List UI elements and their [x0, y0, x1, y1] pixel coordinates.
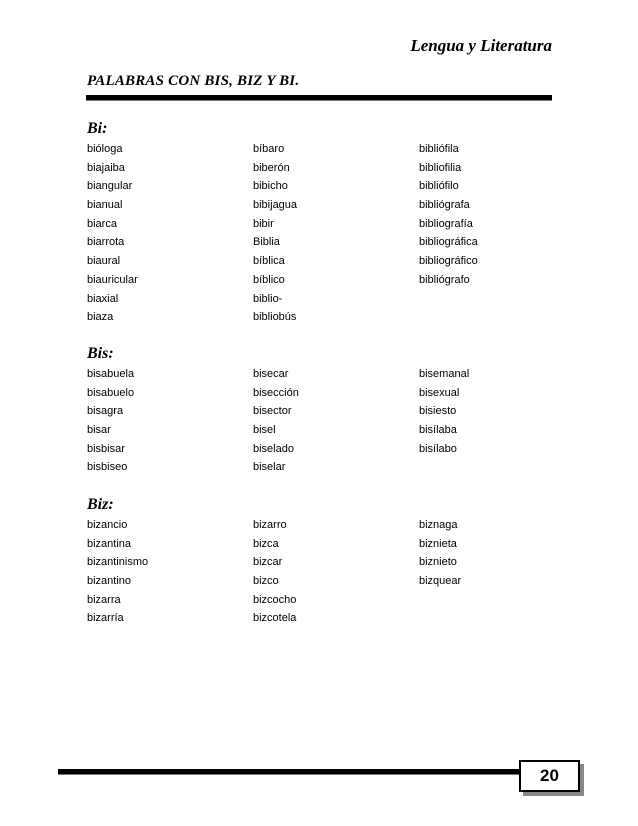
word-item: bibliográfico — [419, 255, 478, 268]
word-item: bibliófila — [419, 143, 459, 155]
empty-cell — [419, 609, 557, 628]
word-item: biselado — [253, 442, 294, 455]
word-item: bizquear — [419, 575, 462, 588]
word-item: bisbiseo — [87, 461, 128, 474]
word-item: biaxial — [87, 292, 119, 305]
empty-cell — [419, 290, 557, 309]
section-heading: Biz: — [87, 496, 114, 513]
word-item: bibicho — [253, 180, 288, 193]
word-item: bíblico — [253, 273, 285, 286]
word-item: bisílaba — [419, 424, 457, 437]
word-item: bizantinismo — [87, 556, 149, 569]
word-item: bibijagua — [253, 199, 298, 212]
word-item: bisector — [253, 405, 292, 418]
word-item: bíblica — [253, 255, 285, 268]
word-item: bibliobús — [253, 311, 297, 324]
word-grid — [87, 516, 557, 628]
word-item: bizarría — [87, 612, 124, 625]
word-item: biznieta — [419, 537, 457, 550]
word-item: bizco — [253, 575, 279, 588]
word-item: bióloga — [87, 143, 123, 155]
word-item: biselar — [253, 461, 286, 474]
section-heading: Bis: — [87, 345, 114, 362]
word-item: bíbaro — [253, 143, 285, 155]
word-item: biznaga — [419, 519, 458, 531]
word-item: bibliográfica — [419, 236, 478, 249]
word-item: bisagra — [87, 405, 124, 418]
word-item: bisbisar — [87, 442, 125, 455]
word-item: bisar — [87, 424, 111, 437]
word-item: bizancio — [87, 519, 128, 531]
word-item: biauricular — [87, 273, 138, 286]
word-item: bisección — [253, 386, 299, 399]
word-item: bisiesto — [419, 405, 457, 418]
word-item: bizca — [253, 537, 279, 550]
word-item: bianual — [87, 199, 123, 212]
word-item: biberón — [253, 161, 290, 174]
word-item: bisabuelo — [87, 386, 135, 399]
word-item: bizcar — [253, 556, 283, 569]
word-item: bibir — [253, 217, 274, 230]
word-item: biarca — [87, 217, 117, 230]
word-item: bizarra — [87, 593, 121, 606]
word-item: bisecar — [253, 368, 289, 380]
word-item: biajaiba — [87, 161, 125, 174]
word-item: bizantina — [87, 537, 132, 550]
word-item: bibliófilo — [419, 180, 459, 193]
word-item: bizarro — [253, 519, 287, 531]
word-item: bibliógrafa — [419, 199, 470, 212]
empty-cell — [419, 591, 557, 610]
empty-cell — [419, 458, 557, 477]
word-item: biaural — [87, 255, 121, 268]
header-title: Lengua y Literatura — [410, 36, 552, 55]
title-divider — [86, 95, 552, 101]
word-item: bibliógrafo — [419, 273, 470, 286]
word-item: bisabuela — [87, 368, 135, 380]
word-item: bibliofilia — [419, 161, 462, 174]
word-grid — [87, 365, 557, 477]
page-title: PALABRAS CON BIS, BIZ Y BI. — [87, 73, 300, 89]
word-item: bizcotela — [253, 612, 297, 625]
section-bis — [87, 343, 557, 477]
word-item: bisemanal — [419, 368, 470, 380]
word-item: biarrota — [87, 236, 125, 249]
section-bi — [87, 118, 557, 327]
word-item: Biblia — [253, 236, 280, 249]
word-item: biznieto — [419, 556, 457, 569]
word-item: bisílabo — [419, 442, 457, 455]
word-item: bizantino — [87, 575, 132, 588]
section-heading: Bi: — [87, 120, 108, 137]
word-item: biaza — [87, 311, 114, 324]
word-item: bisexual — [419, 386, 460, 399]
section-biz — [87, 494, 557, 628]
footer-divider — [58, 769, 520, 775]
word-item: bizcocho — [253, 593, 297, 606]
word-item: bibliografía — [419, 217, 473, 230]
word-grid — [87, 140, 557, 327]
word-item: biangular — [87, 180, 133, 193]
word-item: biblio- — [253, 292, 283, 305]
word-item: bisel — [253, 424, 276, 437]
empty-cell — [419, 308, 557, 327]
page-number: 20 — [519, 760, 580, 792]
